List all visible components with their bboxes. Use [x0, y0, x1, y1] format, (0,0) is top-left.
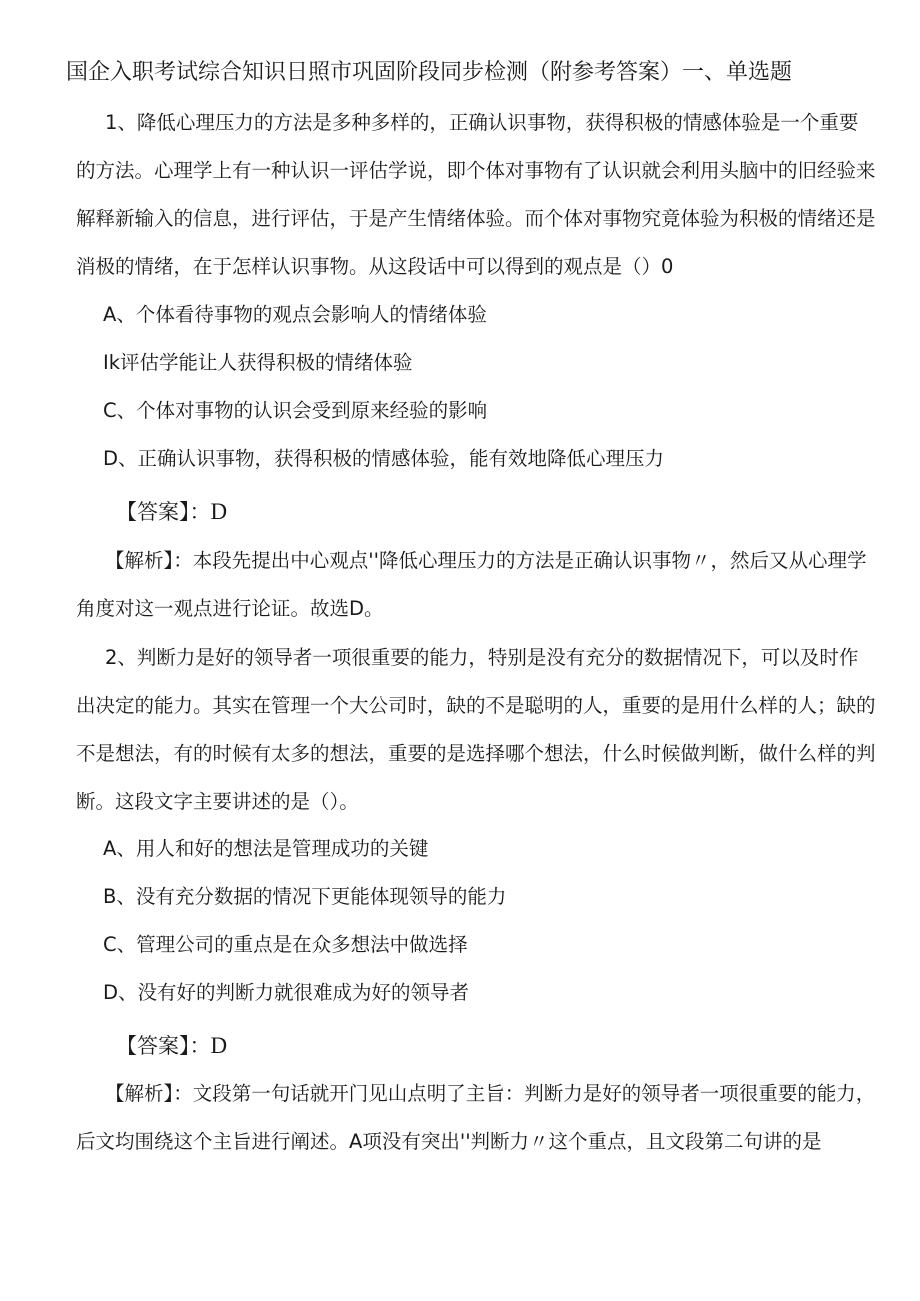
- question-2-option-b: B、没有充分数据的情况下更能体现领导的能力: [103, 885, 507, 908]
- question-1-answer: [116, 494, 227, 530]
- question-1-option-a: A、个体看待事物的观点会影响人的情绪体验: [103, 303, 487, 326]
- question-2-option-a: A、用人和好的想法是管理成功的关键: [103, 837, 429, 860]
- answer-value: D: [210, 1033, 228, 1058]
- answer-value: D: [210, 499, 228, 524]
- question-2-answer: [116, 1028, 227, 1064]
- question-2-analysis: 【解析】：文段第一句话就开门见山点明了主旨：判断力是好的领导者一项很重要的能力，后文均围绕这个主旨进行阐述。A项没有突出''判断力〃这个重点，且文段第二句讲的是: [76, 1082, 876, 1153]
- question-1-option-b: Ik评估学能让人获得积极的情绪体验: [103, 351, 413, 374]
- question-2-option-d: D、没有好的判断力就很难成为好的领导者: [103, 981, 470, 1004]
- question-1-analysis: 【解析】：本段先提出中心观点''降低心理压力的方法是正确认识事物〃，然后又从心理学角度对这一观点进行论证。故选D。: [76, 549, 867, 620]
- answer-label: 【答案】：: [116, 500, 211, 524]
- question-1-stem: 1、降低心理压力的方法是多种多样的，正确认识事物，获得积极的情感体验是一个重要的方法。心理学上有一种认识一评估学说，即个体对事物有了认识就会利用头脑中的旧经验来解释新输入的信息，进行评估，于是产生情绪体验。而个体对事物究竟体验为积极的情绪还是消极的情绪，在于怎样认识事物。从这段话中可以得到的观点是（）0: [76, 111, 876, 278]
- question-2-stem: 2、判断力是好的领导者一项很重要的能力，特别是没有充分的数据情况下，可以及时作出决定的能力。其实在管理一个大公司时，缺的不是聪明的人，重要的是用什么样的人；缺的不是想法，有的时候有太多的想法，重要的是选择哪个想法，什么时候做判断，做什么样的判断。这段文字主要讲述的是（）。: [76, 646, 876, 813]
- question-1-option-d: D、正确认识事物，获得积极的情感体验，能有效地降低心理压力: [103, 447, 665, 470]
- document-title: 国企入职考试综合知识日照市巩固阶段同步检测（附参考答案）一、单选题: [66, 60, 793, 85]
- question-2-option-c: C、管理公司的重点是在众多想法中做选择: [103, 933, 468, 956]
- answer-label: 【答案】：: [116, 1034, 211, 1058]
- question-1-option-c: C、个体对事物的认识会受到原来经验的影响: [103, 399, 488, 422]
